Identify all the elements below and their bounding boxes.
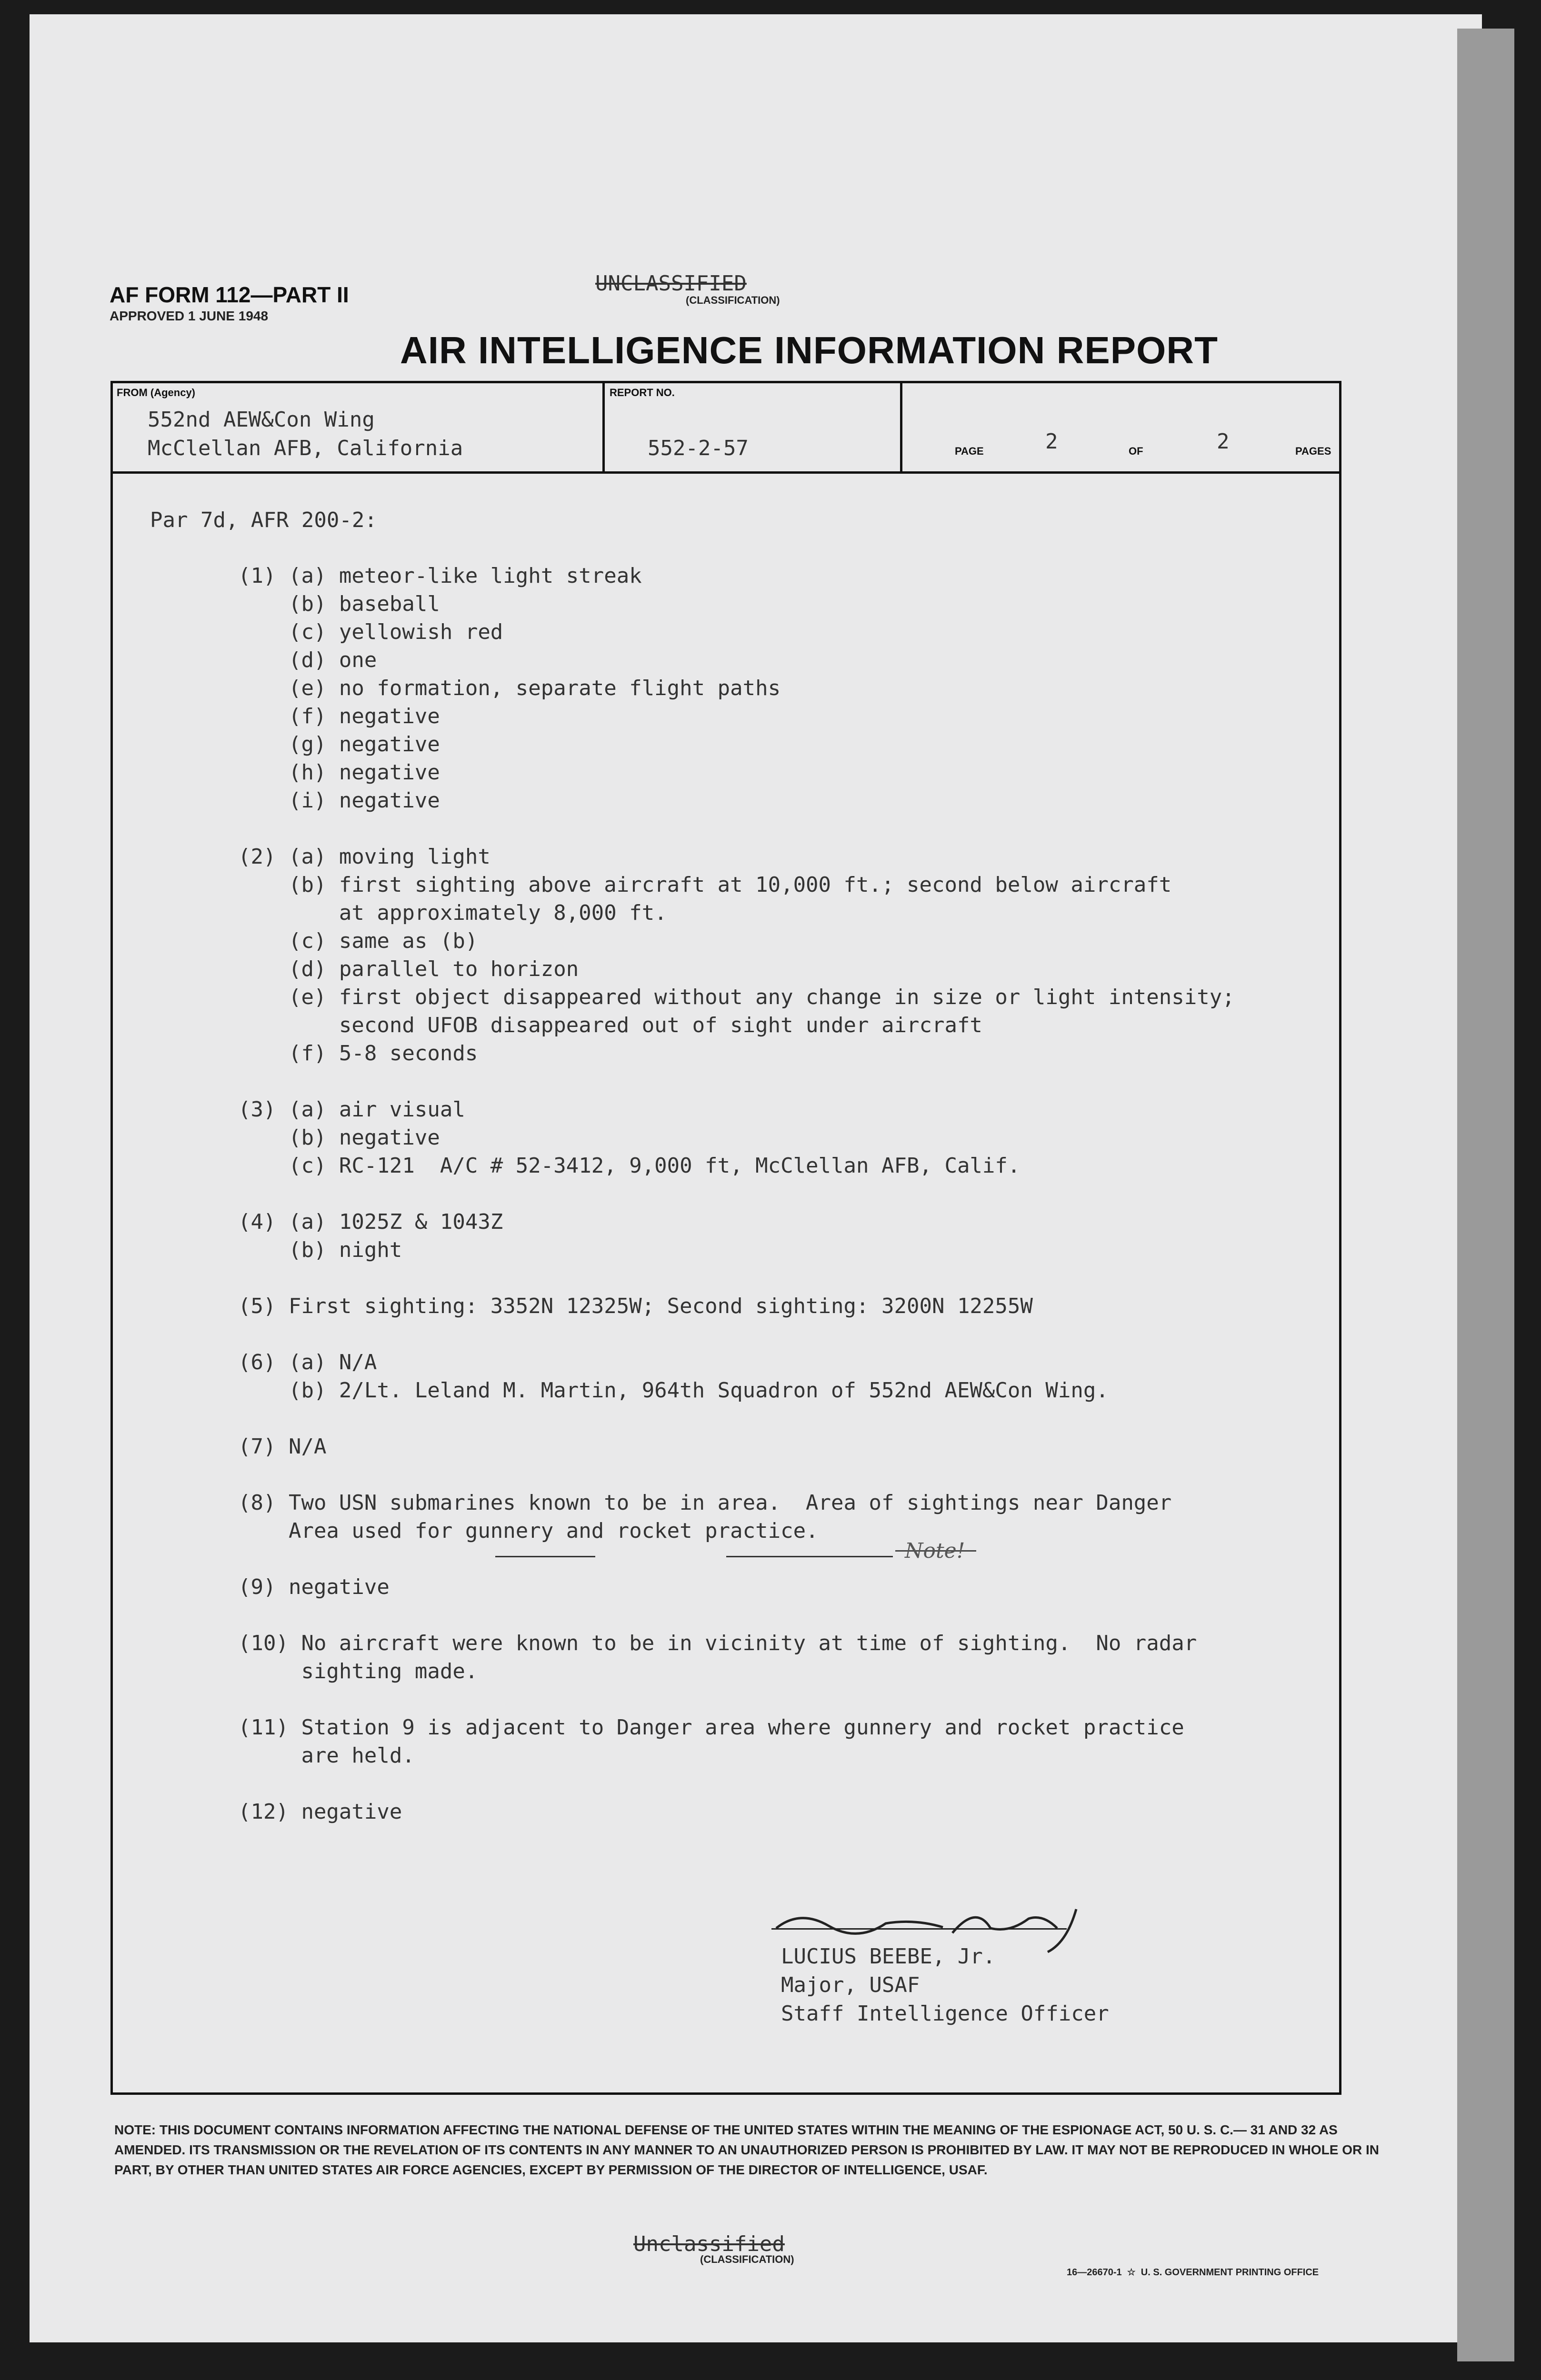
body-line: (b) baseball — [238, 592, 440, 616]
body-line: (i) negative — [238, 788, 440, 813]
body-line — [238, 815, 1235, 843]
body-line: (c) same as (b) — [238, 929, 478, 953]
underline-rocket-practice — [726, 1556, 893, 1557]
body-line: (6) (a) N/A — [238, 1350, 377, 1374]
report-title: AIR INTELLIGENCE INFORMATION REPORT — [400, 329, 1218, 371]
form-id: AF FORM 112—PART II — [110, 282, 349, 307]
body-line — [238, 1461, 1235, 1489]
page-label: PAGE — [955, 445, 984, 457]
body-line — [238, 1067, 1235, 1095]
body-line: (4) (a) 1025Z & 1043Z — [238, 1210, 503, 1234]
body-line — [238, 1180, 1235, 1208]
signer-name: LUCIUS BEEBE, Jr. — [781, 1944, 996, 1969]
body-line: (g) negative — [238, 732, 440, 757]
body-line: (8) Two USN submarines known to be in area. Area of sightings near Danger — [238, 1491, 1172, 1515]
body-line: (3) (a) air visual — [238, 1097, 465, 1122]
printer-imprint: 16—26670-1 ☆ U. S. GOVERNMENT PRINTING OFFICE — [1067, 2267, 1319, 2278]
page-edge-shadow — [1457, 29, 1514, 2361]
body-line — [238, 1545, 1235, 1573]
from-agency-line1: 552nd AEW&Con Wing — [148, 408, 375, 432]
body-line: (b) 2/Lt. Leland M. Martin, 964th Squadron of 552nd AEW&Con Wing. — [238, 1378, 1109, 1403]
body-line: (b) first sighting above aircraft at 10,000 ft.; second below aircraft — [238, 873, 1172, 897]
of-label: OF — [1129, 445, 1143, 457]
body-line: (e) no formation, separate flight paths — [238, 676, 781, 700]
body-line — [238, 1770, 1235, 1798]
body-line: Area used for gunnery and rocket practice. — [238, 1519, 819, 1543]
body-line: (2) (a) moving light — [238, 845, 490, 869]
signature-line — [771, 1928, 1067, 1930]
handwritten-note: Note! — [905, 1539, 965, 1563]
total-pages: 2 — [1217, 429, 1230, 454]
report-number: 552-2-57 — [648, 436, 749, 460]
header-divider — [110, 471, 1341, 474]
body-line: (b) night — [238, 1238, 402, 1262]
body-line: (7) N/A — [238, 1434, 327, 1459]
body-line — [238, 1320, 1235, 1348]
body-intro: Par 7d, AFR 200-2: — [150, 508, 377, 532]
body-line — [238, 1601, 1235, 1629]
body-line: at approximately 8,000 ft. — [238, 901, 667, 925]
body-line: (b) negative — [238, 1125, 440, 1150]
espionage-act-notice: NOTE: THIS DOCUMENT CONTAINS INFORMATION AFFECTING THE NATIONAL DEFENSE OF THE UNITED STATES WITHIN THE MEANING OF THE ESPIONAGE ACT, 50 U. S. C.— 31 AND 32 AS AMENDED. ITS TRANSMISSION OR THE REVELATION OF ITS CONTENTS IN ANY MANNER TO AN UNAUTHORIZED PERSON IS PROHIBITED BY LAW. IT MAY NOT BE REPRODUCED IN WHOLE OR IN PART, BY OTHER THAN UNITED STATES AIR FORCE AGENCIES, EXCEPT BY PERMISSION OF THE DIRECTOR OF INTELLIGENCE, USAF. — [114, 2122, 1380, 2177]
body-line: second UFOB disappeared out of sight under aircraft — [238, 1013, 982, 1037]
body-line — [238, 1404, 1235, 1433]
classification-bottom: Unclassified — [633, 2232, 785, 2256]
body-line — [238, 1685, 1235, 1713]
body-line: (e) first object disappeared without any change in size or light intensity; — [238, 985, 1235, 1009]
body-line: (11) Station 9 is adjacent to Danger area where gunnery and rocket practice — [238, 1715, 1184, 1740]
body-line: (c) yellowish red — [238, 620, 503, 644]
from-label: FROM (Agency) — [117, 387, 195, 398]
body-line: (c) RC-121 A/C # 52-3412, 9,000 ft, McClellan AFB, Calif. — [238, 1154, 1021, 1178]
body-line: are held. — [238, 1743, 415, 1768]
body-line: (5) First sighting: 3352N 12325W; Second sighting: 3200N 12255W — [238, 1294, 1033, 1318]
classification-label-bottom: (CLASSIFICATION) — [700, 2253, 794, 2265]
body-line: sighting made. — [238, 1659, 478, 1683]
body-line: (1) (a) meteor-like light streak — [238, 564, 642, 588]
body-line: (d) parallel to horizon — [238, 957, 579, 981]
body-line: (h) negative — [238, 760, 440, 785]
body-line: (f) 5-8 seconds — [238, 1041, 478, 1066]
body-line: (9) negative — [238, 1575, 390, 1599]
pages-label: PAGES — [1295, 445, 1331, 457]
classification-label-top: (CLASSIFICATION) — [686, 294, 780, 306]
signer-rank: Major, USAF — [781, 1973, 920, 1997]
body-line: (f) negative — [238, 704, 440, 728]
report-no-label: REPORT NO. — [610, 387, 675, 398]
body-line: (12) negative — [238, 1800, 402, 1824]
from-agency-line2: McClellan AFB, California — [148, 436, 463, 460]
form-approved-date: APPROVED 1 JUNE 1948 — [110, 309, 269, 323]
report-body — [238, 562, 1235, 1826]
header-divider-right — [900, 383, 902, 472]
signer-title: Staff Intelligence Officer — [781, 2002, 1109, 2026]
header-divider-left — [602, 383, 605, 472]
body-line: (10) No aircraft were known to be in vicinity at time of sighting. No radar — [238, 1631, 1197, 1655]
underline-gunnery — [495, 1556, 595, 1557]
classification-top: UNCLASSIFIED — [595, 271, 747, 296]
body-line — [238, 1264, 1235, 1292]
page-number: 2 — [1045, 429, 1058, 454]
body-line: (d) one — [238, 648, 377, 672]
